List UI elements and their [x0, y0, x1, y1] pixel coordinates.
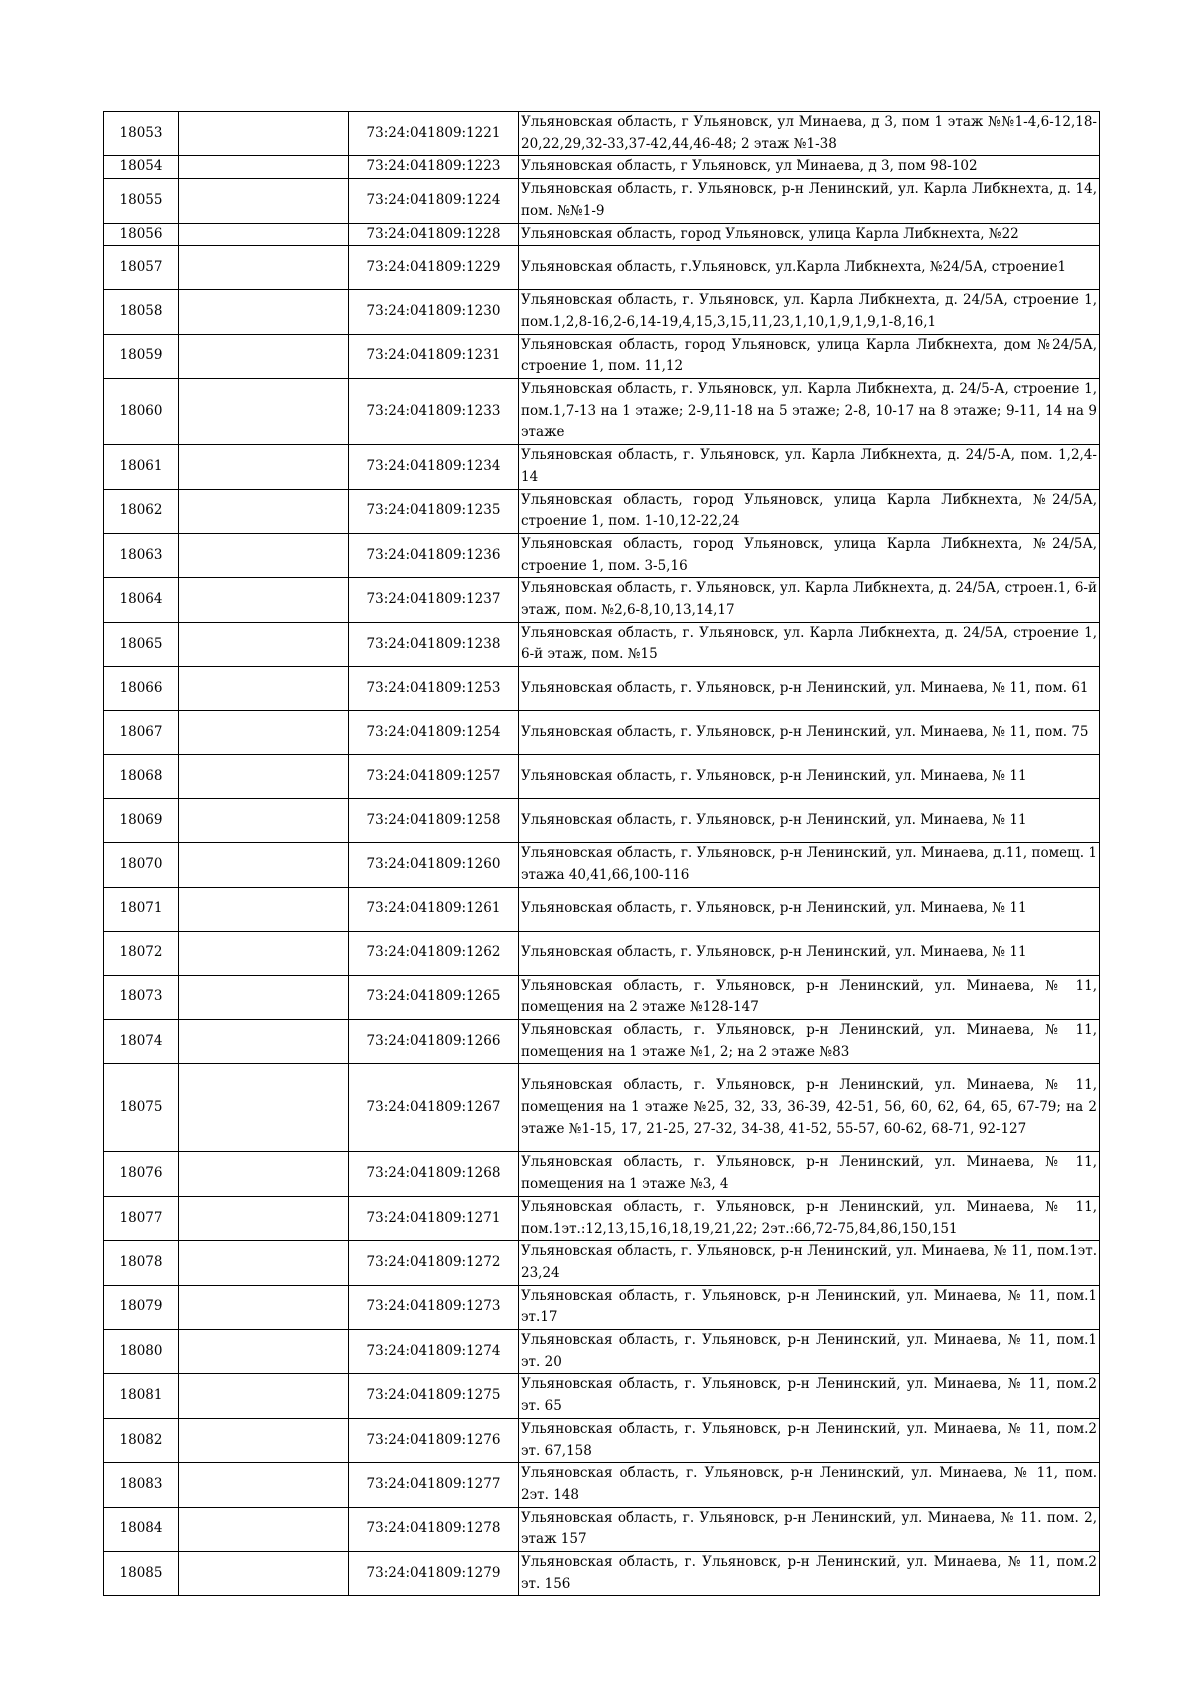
- empty-cell: [179, 1196, 349, 1240]
- cadastral-number: 73:24:041809:1266: [349, 1019, 519, 1063]
- address: Ульяновская область, г. Ульяновск, р-н Ленинский, ул. Минаева, № 11: [519, 931, 1100, 975]
- cadastral-number: 73:24:041809:1224: [349, 179, 519, 223]
- address: Ульяновская область, г. Ульяновск, р-н Ленинский, ул. Минаева, № 11, пом.1эт. 23,24: [519, 1241, 1100, 1285]
- table-row: [104, 1374, 1100, 1418]
- row-number: 18072: [104, 931, 179, 975]
- row-number: 18067: [104, 711, 179, 755]
- empty-cell: [179, 290, 349, 334]
- table-row: [104, 290, 1100, 334]
- empty-cell: [179, 1019, 349, 1063]
- address: Ульяновская область, г. Ульяновск, р-н Ленинский, ул. Минаева, № 11. пом. 2, этаж 157: [519, 1507, 1100, 1551]
- empty-cell: [179, 843, 349, 887]
- empty-cell: [179, 622, 349, 666]
- table-row: [104, 711, 1100, 755]
- table-row: [104, 1330, 1100, 1374]
- cadastral-number: 73:24:041809:1258: [349, 799, 519, 843]
- cadastral-number: 73:24:041809:1235: [349, 489, 519, 533]
- table-row: [104, 489, 1100, 533]
- address: Ульяновская область, г. Ульяновск, р-н Ленинский, ул. Минаева, № 11: [519, 887, 1100, 931]
- table-row: [104, 622, 1100, 666]
- table-row: [104, 179, 1100, 223]
- row-number: 18056: [104, 223, 179, 246]
- address: Ульяновская область, г. Ульяновск, р-н Ленинский, ул. Минаева, № 11, пом.1эт.:12,13,15,16,18,19,21,22; 2эт.:66,72-75,84,86,150,151: [519, 1196, 1100, 1240]
- cadastral-number: 73:24:041809:1267: [349, 1064, 519, 1152]
- address: Ульяновская область, город Ульяновск, улица Карла Либкнехта, №24/5А, строение 1, пом. 3-5,16: [519, 533, 1100, 577]
- row-number: 18078: [104, 1241, 179, 1285]
- row-number: 18084: [104, 1507, 179, 1551]
- address: Ульяновская область, г. Ульяновск, р-н Ленинский, ул. Минаева, № 11, пом.2 эт. 156: [519, 1552, 1100, 1596]
- table-row: [104, 445, 1100, 489]
- table-row: [104, 887, 1100, 931]
- table-row: [104, 533, 1100, 577]
- table-row: [104, 843, 1100, 887]
- table-row: [104, 975, 1100, 1019]
- table-row: [104, 1152, 1100, 1196]
- address: Ульяновская область, г. Ульяновск, р-н Ленинский, ул. Минаева, № 11, пом. 2эт. 148: [519, 1463, 1100, 1507]
- empty-cell: [179, 1418, 349, 1462]
- empty-cell: [179, 246, 349, 290]
- cadastral-number: 73:24:041809:1221: [349, 112, 519, 156]
- address: Ульяновская область, г. Ульяновск, ул. Карла Либкнехта, д. 24/5А, строение 1, 6-й этаж, пом. №15: [519, 622, 1100, 666]
- empty-cell: [179, 931, 349, 975]
- table-row: [104, 931, 1100, 975]
- address: Ульяновская область, г. Ульяновск, р-н Ленинский, ул. Минаева, № 11: [519, 755, 1100, 799]
- empty-cell: [179, 445, 349, 489]
- table-row: [104, 1241, 1100, 1285]
- empty-cell: [179, 1552, 349, 1596]
- empty-cell: [179, 112, 349, 156]
- address: Ульяновская область, г. Ульяновск, р-н Ленинский, ул. Минаева, № 11, пом. 75: [519, 711, 1100, 755]
- row-number: 18080: [104, 1330, 179, 1374]
- address: Ульяновская область, г. Ульяновск, ул. Карла Либкнехта, д. 24/5-А, пом. 1,2,4-14: [519, 445, 1100, 489]
- address: Ульяновская область, город Ульяновск, улица Карла Либкнехта, №24/5А, строение 1, пом. 1-10,12-22,24: [519, 489, 1100, 533]
- cadastral-number: 73:24:041809:1271: [349, 1196, 519, 1240]
- address: Ульяновская область, город Ульяновск, улица Карла Либкнехта, №22: [519, 223, 1100, 246]
- row-number: 18063: [104, 533, 179, 577]
- empty-cell: [179, 223, 349, 246]
- cadastral-number: 73:24:041809:1261: [349, 887, 519, 931]
- table-row: [104, 1552, 1100, 1596]
- address: Ульяновская область, г Ульяновск, ул Минаева, д 3, пом 98-102: [519, 156, 1100, 179]
- row-number: 18064: [104, 578, 179, 622]
- empty-cell: [179, 1152, 349, 1196]
- cadastral-number: 73:24:041809:1277: [349, 1463, 519, 1507]
- table-row: [104, 755, 1100, 799]
- cadastral-number: 73:24:041809:1262: [349, 931, 519, 975]
- address: Ульяновская область, г.Ульяновск, ул.Карла Либкнехта, №24/5А, строение1: [519, 246, 1100, 290]
- empty-cell: [179, 1374, 349, 1418]
- row-number: 18057: [104, 246, 179, 290]
- table-row: [104, 1019, 1100, 1063]
- row-number: 18070: [104, 843, 179, 887]
- address: Ульяновская область, г. Ульяновск, р-н Ленинский, ул. Минаева, № 11, пом.1 эт. 20: [519, 1330, 1100, 1374]
- row-number: 18079: [104, 1285, 179, 1329]
- empty-cell: [179, 1064, 349, 1152]
- row-number: 18059: [104, 334, 179, 378]
- row-number: 18074: [104, 1019, 179, 1063]
- row-number: 18085: [104, 1552, 179, 1596]
- row-number: 18081: [104, 1374, 179, 1418]
- address: Ульяновская область, г. Ульяновск, р-н Ленинский, ул. Минаева, № 11, пом. 61: [519, 667, 1100, 711]
- table-row: [104, 112, 1100, 156]
- empty-cell: [179, 887, 349, 931]
- row-number: 18073: [104, 975, 179, 1019]
- address: Ульяновская область, г. Ульяновск, р-н Ленинский, ул. Карла Либкнехта, д. 14, пом. №№1-9: [519, 179, 1100, 223]
- address: Ульяновская область, г Ульяновск, ул Минаева, д 3, пом 1 этаж №№1-4,6-12,18-20,22,29,32-33,37-42,44,46-48; 2 этаж №1-38: [519, 112, 1100, 156]
- row-number: 18076: [104, 1152, 179, 1196]
- address: Ульяновская область, город Ульяновск, улица Карла Либкнехта, дом №24/5А, строение 1, пом. 11,12: [519, 334, 1100, 378]
- table-row: [104, 1196, 1100, 1240]
- table-row: [104, 1507, 1100, 1551]
- row-number: 18071: [104, 887, 179, 931]
- row-number: 18055: [104, 179, 179, 223]
- row-number: 18077: [104, 1196, 179, 1240]
- empty-cell: [179, 755, 349, 799]
- empty-cell: [179, 711, 349, 755]
- cadastral-number: 73:24:041809:1230: [349, 290, 519, 334]
- cadastral-number: 73:24:041809:1237: [349, 578, 519, 622]
- table-row: [104, 379, 1100, 445]
- cadastral-number: 73:24:041809:1278: [349, 1507, 519, 1551]
- cadastral-number: 73:24:041809:1274: [349, 1330, 519, 1374]
- row-number: 18068: [104, 755, 179, 799]
- row-number: 18054: [104, 156, 179, 179]
- row-number: 18053: [104, 112, 179, 156]
- registry-table: [103, 111, 1100, 1596]
- empty-cell: [179, 1241, 349, 1285]
- table-row: [104, 1463, 1100, 1507]
- row-number: 18058: [104, 290, 179, 334]
- row-number: 18061: [104, 445, 179, 489]
- address: Ульяновская область, г. Ульяновск, р-н Ленинский, ул. Минаева, д.11, помещ. 1 этажа 40,41,66,100-116: [519, 843, 1100, 887]
- row-number: 18060: [104, 379, 179, 445]
- address: Ульяновская область, г. Ульяновск, р-н Ленинский, ул. Минаева, № 11: [519, 799, 1100, 843]
- empty-cell: [179, 533, 349, 577]
- cadastral-number: 73:24:041809:1265: [349, 975, 519, 1019]
- address: Ульяновская область, г. Ульяновск, ул. Карла Либкнехта, д. 24/5А, строен.1, 6-й этаж, пом. №2,6-8,10,13,14,17: [519, 578, 1100, 622]
- row-number: 18065: [104, 622, 179, 666]
- table-row: [104, 1418, 1100, 1462]
- row-number: 18082: [104, 1418, 179, 1462]
- empty-cell: [179, 799, 349, 843]
- table-row: [104, 246, 1100, 290]
- table-row: [104, 1285, 1100, 1329]
- cadastral-number: 73:24:041809:1260: [349, 843, 519, 887]
- address: Ульяновская область, г. Ульяновск, р-н Ленинский, ул. Минаева, № 11, помещения на 2 этаже №128-147: [519, 975, 1100, 1019]
- cadastral-number: 73:24:041809:1233: [349, 379, 519, 445]
- cadastral-number: 73:24:041809:1238: [349, 622, 519, 666]
- cadastral-number: 73:24:041809:1223: [349, 156, 519, 179]
- empty-cell: [179, 379, 349, 445]
- row-number: 18069: [104, 799, 179, 843]
- row-number: 18066: [104, 667, 179, 711]
- address: Ульяновская область, г. Ульяновск, ул. Карла Либкнехта, д. 24/5А, строение 1, пом.1,2,8-16,2-6,14-19,4,15,3,15,11,23,1,10,1,9,1,9,1-8,16,1: [519, 290, 1100, 334]
- row-number: 18075: [104, 1064, 179, 1152]
- empty-cell: [179, 1285, 349, 1329]
- table-row: [104, 667, 1100, 711]
- empty-cell: [179, 334, 349, 378]
- cadastral-number: 73:24:041809:1228: [349, 223, 519, 246]
- empty-cell: [179, 1463, 349, 1507]
- table-row: [104, 578, 1100, 622]
- table-row: [104, 1064, 1100, 1152]
- empty-cell: [179, 1330, 349, 1374]
- cadastral-number: 73:24:041809:1254: [349, 711, 519, 755]
- cadastral-number: 73:24:041809:1276: [349, 1418, 519, 1462]
- cadastral-number: 73:24:041809:1236: [349, 533, 519, 577]
- empty-cell: [179, 179, 349, 223]
- empty-cell: [179, 1507, 349, 1551]
- table-row: [104, 334, 1100, 378]
- table-row: [104, 223, 1100, 246]
- cadastral-number: 73:24:041809:1273: [349, 1285, 519, 1329]
- cadastral-number: 73:24:041809:1229: [349, 246, 519, 290]
- address: Ульяновская область, г. Ульяновск, р-н Ленинский, ул. Минаева, № 11, пом.2 эт. 67,158: [519, 1418, 1100, 1462]
- empty-cell: [179, 667, 349, 711]
- empty-cell: [179, 975, 349, 1019]
- cadastral-number: 73:24:041809:1272: [349, 1241, 519, 1285]
- row-number: 18062: [104, 489, 179, 533]
- empty-cell: [179, 156, 349, 179]
- cadastral-number: 73:24:041809:1268: [349, 1152, 519, 1196]
- cadastral-number: 73:24:041809:1257: [349, 755, 519, 799]
- cadastral-number: 73:24:041809:1234: [349, 445, 519, 489]
- row-number: 18083: [104, 1463, 179, 1507]
- table-row: [104, 156, 1100, 179]
- address: Ульяновская область, г. Ульяновск, р-н Ленинский, ул. Минаева, № 11, помещения на 1 этаже №1, 2; на 2 этаже №83: [519, 1019, 1100, 1063]
- empty-cell: [179, 489, 349, 533]
- cadastral-number: 73:24:041809:1231: [349, 334, 519, 378]
- registry-table-body: [104, 112, 1100, 1596]
- address: Ульяновская область, г. Ульяновск, р-н Ленинский, ул. Минаева, № 11, пом.1 эт.17: [519, 1285, 1100, 1329]
- cadastral-number: 73:24:041809:1275: [349, 1374, 519, 1418]
- cadastral-number: 73:24:041809:1279: [349, 1552, 519, 1596]
- address: Ульяновская область, г. Ульяновск, р-н Ленинский, ул. Минаева, № 11, помещения на 1 этаже №25, 32, 33, 36-39, 42-51, 56, 60, 62, 64, 65, 67-79; на 2 этаже №1-15, 17, 21-25, 27-32, 34-38, 41-52, 55-57, 60-62, 68-71, 92-127: [519, 1064, 1100, 1152]
- empty-cell: [179, 578, 349, 622]
- table-row: [104, 799, 1100, 843]
- address: Ульяновская область, г. Ульяновск, ул. Карла Либкнехта, д. 24/5-А, строение 1, пом.1,7-13 на 1 этаже; 2-9,11-18 на 5 этаже; 2-8, 10-17 на 8 этаже; 9-11, 14 на 9 этаже: [519, 379, 1100, 445]
- address: Ульяновская область, г. Ульяновск, р-н Ленинский, ул. Минаева, № 11, помещения на 1 этаже №3, 4: [519, 1152, 1100, 1196]
- cadastral-number: 73:24:041809:1253: [349, 667, 519, 711]
- address: Ульяновская область, г. Ульяновск, р-н Ленинский, ул. Минаева, № 11, пом.2 эт. 65: [519, 1374, 1100, 1418]
